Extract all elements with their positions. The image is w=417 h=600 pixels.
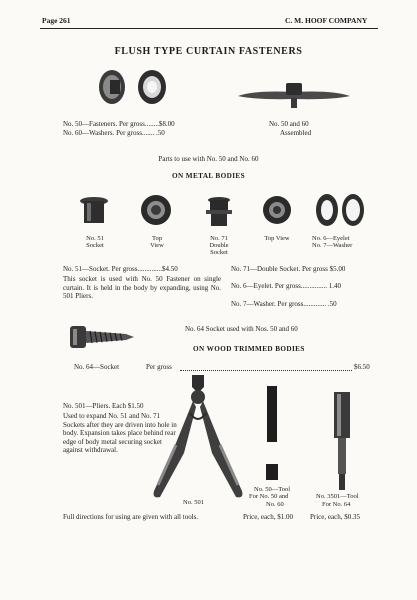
tool-3501-illustration (330, 392, 354, 492)
wood-bodies-heading: ON WOOD TRIMMED BODIES (193, 345, 305, 353)
assembled-fastener-illustration (236, 80, 352, 110)
wood-socket-note: No. 64 Socket used with Nos. 50 and 60 (185, 325, 298, 333)
directions-footer: Full directions for using are given with all tools. (63, 513, 199, 521)
fastener-illustration (92, 66, 172, 106)
metal-bodies-heading: ON METAL BODIES (172, 172, 245, 180)
pliers-description: Used to expand No. 51 and No. 71 Sockets after they are driven into hole in body. Expansion takes place behind rear edge of body metal securing socket against withdrawal. (63, 412, 177, 455)
assembled-label-2: Assembled (280, 129, 312, 137)
tool-50-price: Price, each, $1.00 (243, 513, 293, 521)
tool-3501-line-1: No. 3501—Tool (316, 493, 359, 500)
socket-51-description: This socket is used with No. 50 Fastener on single curtain. It is held in the body by expanding, using No. 501 Pliers. (63, 275, 221, 301)
header-rule (40, 28, 378, 29)
company-name: C. M. HOOF COMPANY (285, 16, 368, 25)
caption-top-view-2: Top View (264, 235, 290, 242)
caption-top-view-1: Top View (150, 235, 164, 249)
section-title: FLUSH TYPE CURTAIN FASTENERS (114, 46, 303, 57)
caption-no501: No. 501 (183, 499, 204, 506)
socket-51-illustration (79, 196, 109, 226)
page-number: Page 261 (42, 16, 71, 25)
leader-dots (180, 370, 352, 371)
price-line-no51: No. 51—Socket. Per gross..............$4.50 (63, 265, 178, 273)
wood-price: $6.50 (354, 363, 370, 371)
caption-no6-eyelet: No. 6—Eyelet (312, 235, 350, 242)
price-line-no7: No. 7—Washer. Per gross............. .50 (231, 300, 337, 308)
pliers-illustration (146, 373, 250, 505)
tool-50-line-1: No. 50—Tool (254, 486, 291, 493)
double-socket-71-illustration (206, 196, 232, 228)
price-line-no6: No. 6—Eyelet. Per gross............... 1.40 (231, 282, 342, 290)
socket-top-view-illustration (140, 194, 172, 226)
tool-50-illustration (265, 386, 279, 482)
price-line-no71: No. 71—Double Socket. Per gross $5.00 (231, 265, 346, 273)
wood-per-gross: Per gross (146, 363, 172, 371)
caption-no71: No. 71 (210, 235, 228, 242)
parts-heading: Parts to use with No. 50 and No. 60 (158, 155, 259, 163)
tool-3501-price: Price, each, $0.35 (310, 513, 360, 521)
caption-socket: Socket (86, 242, 104, 249)
caption-double-socket: Double Socket (209, 242, 229, 256)
double-socket-top-view-illustration (262, 195, 292, 225)
price-line-no50: No. 50—Fasteners. Per gross........$8.00 (63, 120, 175, 128)
tool-50-line-2: For No. 50 and (249, 493, 289, 500)
assembled-label-1: No. 50 and 60 (269, 120, 309, 128)
price-line-no60: No. 60—Washers. Per gross....... .50 (63, 129, 165, 137)
eyelet-washer-illustration (314, 192, 368, 228)
tool-3501-line-2: For No. 64 (322, 501, 351, 508)
screw-socket-64-illustration (68, 320, 136, 354)
caption-no64-socket: No. 64—Socket (74, 363, 120, 371)
caption-no51: No. 51 (86, 235, 104, 242)
tool-50-line-3: No. 60 (266, 501, 284, 508)
caption-no7-washer: No. 7—Washer (312, 242, 353, 249)
pliers-title: No. 501—Pliers. Each $1.50 (63, 402, 144, 410)
